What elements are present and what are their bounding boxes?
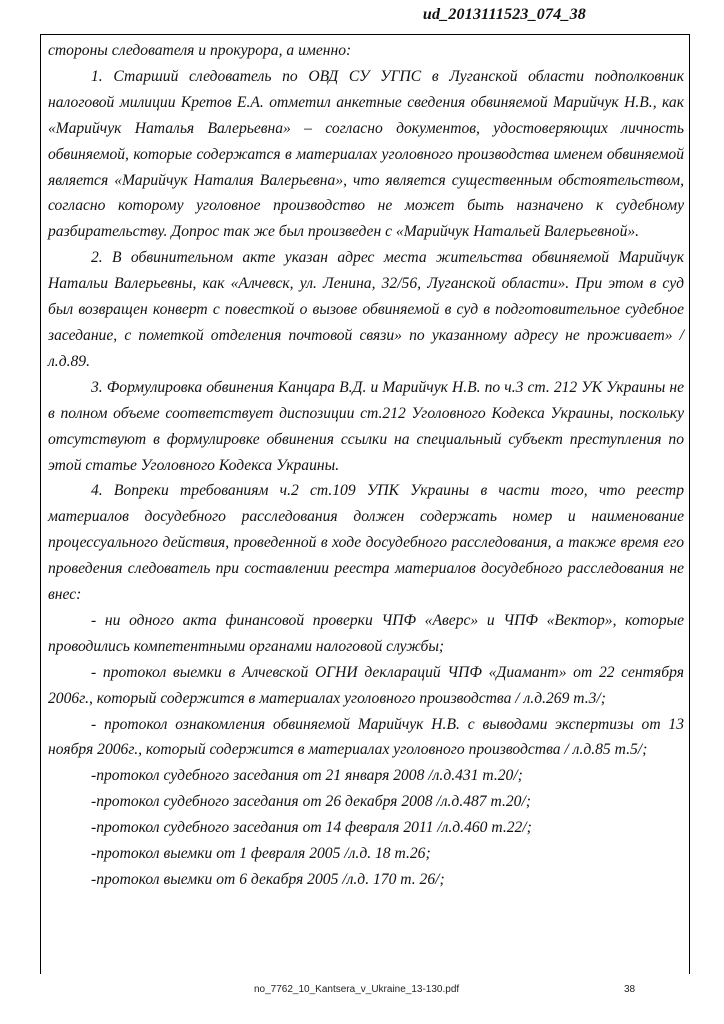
paragraph-item-2: 2. В обвинительном акте указан адрес места жительства обвиняемой Марийчук Натальи Валерьевны, как «Алчевск, ул. Ленина, 32/56, Луганской области». При этом в суд был возвращен конверт с повесткой о вызове обвиняемой в суд в подготовительное судебное заседание, с пометкой отделения почтовой связи» по указанному адресу не проживает» /л.д.89. <box>48 249 684 370</box>
paragraph-item-3: 3. Формулировка обвинения Канцара В.Д. и Марийчук Н.В. по ч.3 ст. 212 УК Украины не в полном объеме соответствует диспозиции ст.212 Уголовного Кодекса Украины, поскольку отсутствуют в формулировке обвинения ссылки на специальный субъект преступления по этой статье Уголовного Кодекса Украины. <box>48 378 684 474</box>
paragraph-item-4: 4. Вопреки требованиям ч.2 ст.109 УПК Украины в части того, что реестр материалов досудебного расследования должен содержать номер и наименование процессуального действия, проведенной в ходе досудебного расследования, а также время его проведения следователь при составлении реестра материалов досудебного расследования не внес: <box>48 482 684 604</box>
list-item: -протокол судебного заседания от 14 февраля 2011 /л.д.460 т.22/; <box>91 819 532 837</box>
paragraph-subitem-familiarization: - протокол ознакомления обвиняемой Марийчук Н.В. с выводами экспертизы от 13 ноября 2006г., который содержится в материалах уголовного производства / л.д.85 т.5/; <box>48 715 684 759</box>
list-item: -протокол выемки от 1 февраля 2005 /л.д. 18 т.26; <box>91 845 431 863</box>
paragraph-intro: стороны следователя и прокурора, а именно: <box>48 42 352 59</box>
list-item: -протокол судебного заседания от 21 января 2008 /л.д.431 т.20/; <box>91 767 523 785</box>
document-id: ud_2013111523_074_38 <box>422 6 586 23</box>
footer-filename: no_7762_10_Kantsera_v_Ukraine_13-130.pdf <box>254 984 460 995</box>
list-item: -протокол судебного заседания от 26 декабря 2008 /л.д.487 т.20/; <box>91 793 531 811</box>
page-frame-top-rule <box>40 34 690 35</box>
paragraph-subitem-seizure: - протокол выемки в Алчевской ОГНИ деклараций ЧПФ «Диамант» от 22 сентября 2006г., который содержится в материалах уголовного производства / л.д.269 т.3/; <box>48 663 684 707</box>
paragraph-item-1: 1. Старший следователь по ОВД СУ УГПС в Луганской области подполковник налоговой милиции Кретов Е.А. отметил анкетные сведения обвиняемой Марийчук Н.В., как «Марийчук Наталья Валерьевна» – согласно документов, удостоверяющих личность обвиняемой, которые содержатся в материалах уголовного производства именем обвиняемой является «Марийчук Наталия Валерьевна», что является существенным обстоятельством, согласно которому уголовное производство не может быть назначено к судебному разбирательству. Допрос так же был произведен с «Марийчук Натальей Валерьевной». <box>48 67 684 241</box>
list-item: -протокол выемки от 6 декабря 2005 /л.д. 170 т. 26/; <box>91 871 445 888</box>
document-body <box>48 38 684 893</box>
paragraph-subitem-acts: - ни одного акта финансовой проверки ЧПФ «Аверс» и ЧПФ «Вектор», которые проводились компетентными органами налоговой службы; <box>48 611 684 655</box>
footer-page-number: 38 <box>624 984 636 995</box>
